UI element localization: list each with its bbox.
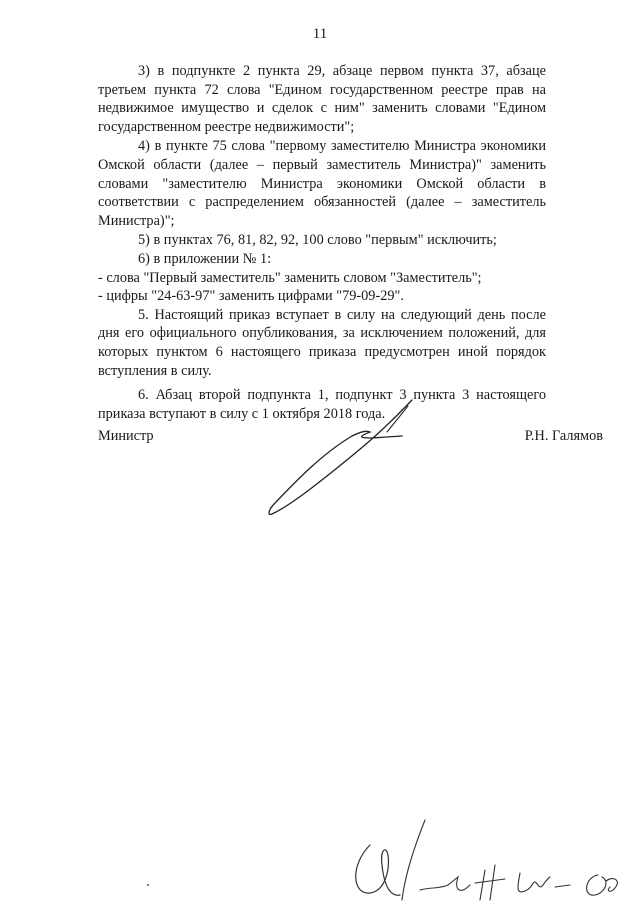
approval-scribble-mark [330,815,630,905]
paragraph-subpoint-4: 4) в пункте 75 слова "первому заместителю Министра экономики Омской области (далее – первый заместитель Министра)" заменить словами "заместителю Министра экономики Омской области в соответствии с распределением обязанностей (далее – заместитель Министра)"; [98,138,546,229]
paragraph-dash-1: - слова "Первый заместитель" заменить словом "Заместитель"; [98,269,482,286]
paragraph-subpoint-6: 6) в приложении № 1: [138,250,272,267]
document-body [98,62,546,423]
page-number: 11 [312,26,328,42]
paragraph-item-6: 6. Абзац второй подпункта 1, подпункт 3 пункта 3 настоящего приказа вступают в силу с 1 октября 2018 года. [98,387,546,422]
signatory-role: Министр [98,428,154,444]
signatory-name: Р.Н. Галямов [524,428,603,444]
paragraph-dash-2: - цифры "24-63-97" заменить цифрами "79-09-29". [98,288,404,305]
paragraph-item-5: 5. Настоящий приказ вступает в силу на следующий день после дня его официального опубликования, за исключением положений, для которых пунктом 6 настоящего приказа предусмотрен иной порядок вступления в силу. [98,306,546,379]
page-speck [147,884,149,886]
paragraph-subpoint-5: 5) в пунктах 76, 81, 82, 92, 100 слово "первым" исключить; [138,232,497,249]
handwritten-signature [262,392,422,522]
paragraph-subpoint-3: 3) в подпункте 2 пункта 29, абзаце первом пункта 37, абзаце третьем пункта 72 слова "Едином государственном реестре прав на недвижимое имущество и сделок с ним" заменить словами "Едином государственном реестре недвижимости"; [98,63,546,135]
